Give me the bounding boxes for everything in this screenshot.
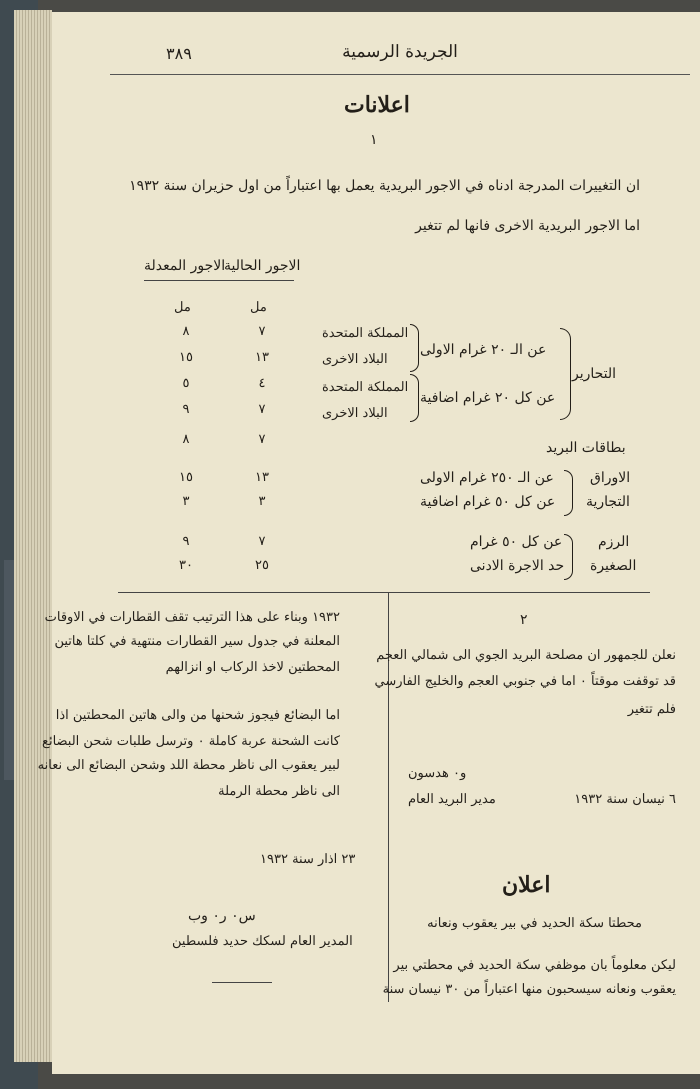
rate-new: ٣٠: [179, 558, 193, 573]
notice3-line1: ليكن معلوماً بان موظفي سكة الحديد في محطتي بير: [393, 958, 676, 973]
left-end-rule: [212, 982, 272, 983]
other-2: البلاد الاخرى: [322, 406, 388, 421]
left-date: ٢٣ اذار سنة ١٩٣٢: [260, 852, 356, 867]
rate-current: ٣: [258, 494, 266, 509]
left-title: المدير العام لسكك حديد فلسطين: [172, 934, 353, 949]
notice3-subtitle: محطتا سكة الحديد في بير يعقوب ونعانه: [427, 916, 642, 931]
left-p2-line4: الى ناظر محطة الرملة: [218, 784, 340, 799]
left-p1-line2: المعلنة في جدول سير القطارات منتهية في كلتا هاتين: [54, 634, 340, 649]
each-50g: عن كل ٥٠ غرام: [470, 534, 563, 550]
rate-new: ٩: [182, 534, 190, 549]
gazette-page: [37, 12, 700, 1074]
uk-1: المملكة المتحدة: [322, 326, 409, 341]
left-p2-line2: كانت الشحنة عربة كاملة ٠ وترسل طلبات شحن البضائع: [42, 734, 340, 749]
rate-current: ٤: [258, 376, 266, 391]
each-20g: عن كل ٢٠ غرام اضافية: [420, 390, 556, 406]
rate-new: ٣: [182, 494, 190, 509]
rate-current: ٧: [258, 402, 266, 417]
each-20g-brace: [410, 374, 419, 422]
rate-current: ٧: [258, 432, 266, 447]
left-signatory: س٠ ر٠ وب: [188, 908, 256, 924]
rate-new: ٨: [182, 324, 190, 339]
notice1-line2: اما الاجور البريدية الاخرى فانها لم تتغير: [415, 218, 640, 234]
commercial-papers-label: الاوراق: [590, 470, 631, 486]
parcels-label: الرزم: [598, 534, 630, 550]
parcels-brace: [564, 534, 573, 580]
page-number: ٣٨٩: [166, 44, 192, 63]
rate-new: ٨: [182, 432, 190, 447]
page-edges: [14, 10, 52, 1062]
notice1-line1: ان التغييرات المدرجة ادناه في الاجور البريدية يعمل بها اعتباراً من اول حزيران سنة ١٩٣٢: [129, 178, 640, 194]
letters-brace: [560, 328, 571, 420]
notice2-date: ٦ نيسان سنة ١٩٣٢: [574, 792, 676, 807]
left-p1-line1: ١٩٣٢ وبناء على هذا الترتيب تقف القطارات في الاوقات: [44, 610, 340, 625]
rate-new: ٩: [182, 402, 190, 417]
rate-current: ٧: [258, 324, 266, 339]
notice2-signatory: و٠ هدسون: [408, 766, 467, 781]
header-underline: [144, 280, 294, 281]
left-p2-line3: لبير يعقوب الى ناظر محطة اللد وشحن البضائع الى نعانه: [37, 758, 340, 773]
announcements-title: اعلانات: [344, 92, 410, 118]
rate-current: ١٣: [255, 470, 269, 485]
left-p1-line3: المحطتين لاخذ الركاب او انزالهم: [165, 660, 340, 675]
rate-new: ١٥: [179, 470, 193, 485]
notice2-title: مدير البريد العام: [408, 792, 496, 807]
unit-amended: مل: [174, 300, 191, 315]
notice2-number: ٢: [520, 612, 528, 628]
uk-2: المملكة المتحدة: [322, 380, 409, 395]
rate-new: ١٥: [179, 350, 193, 365]
other-1: البلاد الاخرى: [322, 352, 388, 367]
col-amended-header: الاجور المعدلة: [144, 258, 226, 274]
page-header: [110, 42, 690, 75]
first-20g: عن الـ ٢٠ غرام الاولى: [420, 342, 547, 358]
min-fee: حد الاجرة الادنى: [470, 558, 565, 574]
rate-current: ٧: [258, 534, 266, 549]
rate-current: ٢٥: [255, 558, 269, 573]
gazette-title: الجريدة الرسمية: [342, 42, 458, 62]
letters-label: التحارير: [572, 366, 617, 382]
commercial-papers-label2: التجارية: [586, 494, 630, 510]
each-50g-extra: عن كل ٥٠ غرام اضافية: [420, 494, 556, 510]
parcels-label2: الصغيرة: [590, 558, 637, 574]
commercial-brace: [564, 470, 573, 516]
rate-current: ١٣: [255, 350, 269, 365]
postcards-label: بطاقات البريد: [546, 440, 626, 456]
first-250g: عن الـ ٢٥٠ غرام الاولى: [420, 470, 554, 486]
notice2-line2: قد توقفت موقتاً ٠ اما في جنوبي العجم والخليج الفارسي: [374, 674, 676, 689]
rate-new: ٥: [182, 376, 190, 391]
unit-current: مل: [250, 300, 267, 315]
notice2-line3: فلم تتغير: [627, 702, 676, 717]
first-20g-brace: [410, 324, 419, 372]
col-current-header: الاجور الحالية: [224, 258, 301, 274]
left-p2-line1: اما البضائع فيجوز شحنها من والى هاتين المحطتين اذا: [55, 708, 340, 723]
notice2-line1: نعلن للجمهور ان مصلحة البريد الجوي الى شمالي العجم: [376, 648, 676, 663]
notice1-number: ١: [370, 132, 378, 148]
notice3-title: اعلان: [502, 872, 551, 898]
notice3-line2: يعقوب ونعانه سيسحبون منها اعتباراً من ٣٠ نيسان سنة: [382, 982, 676, 997]
section-divider: [118, 592, 650, 593]
